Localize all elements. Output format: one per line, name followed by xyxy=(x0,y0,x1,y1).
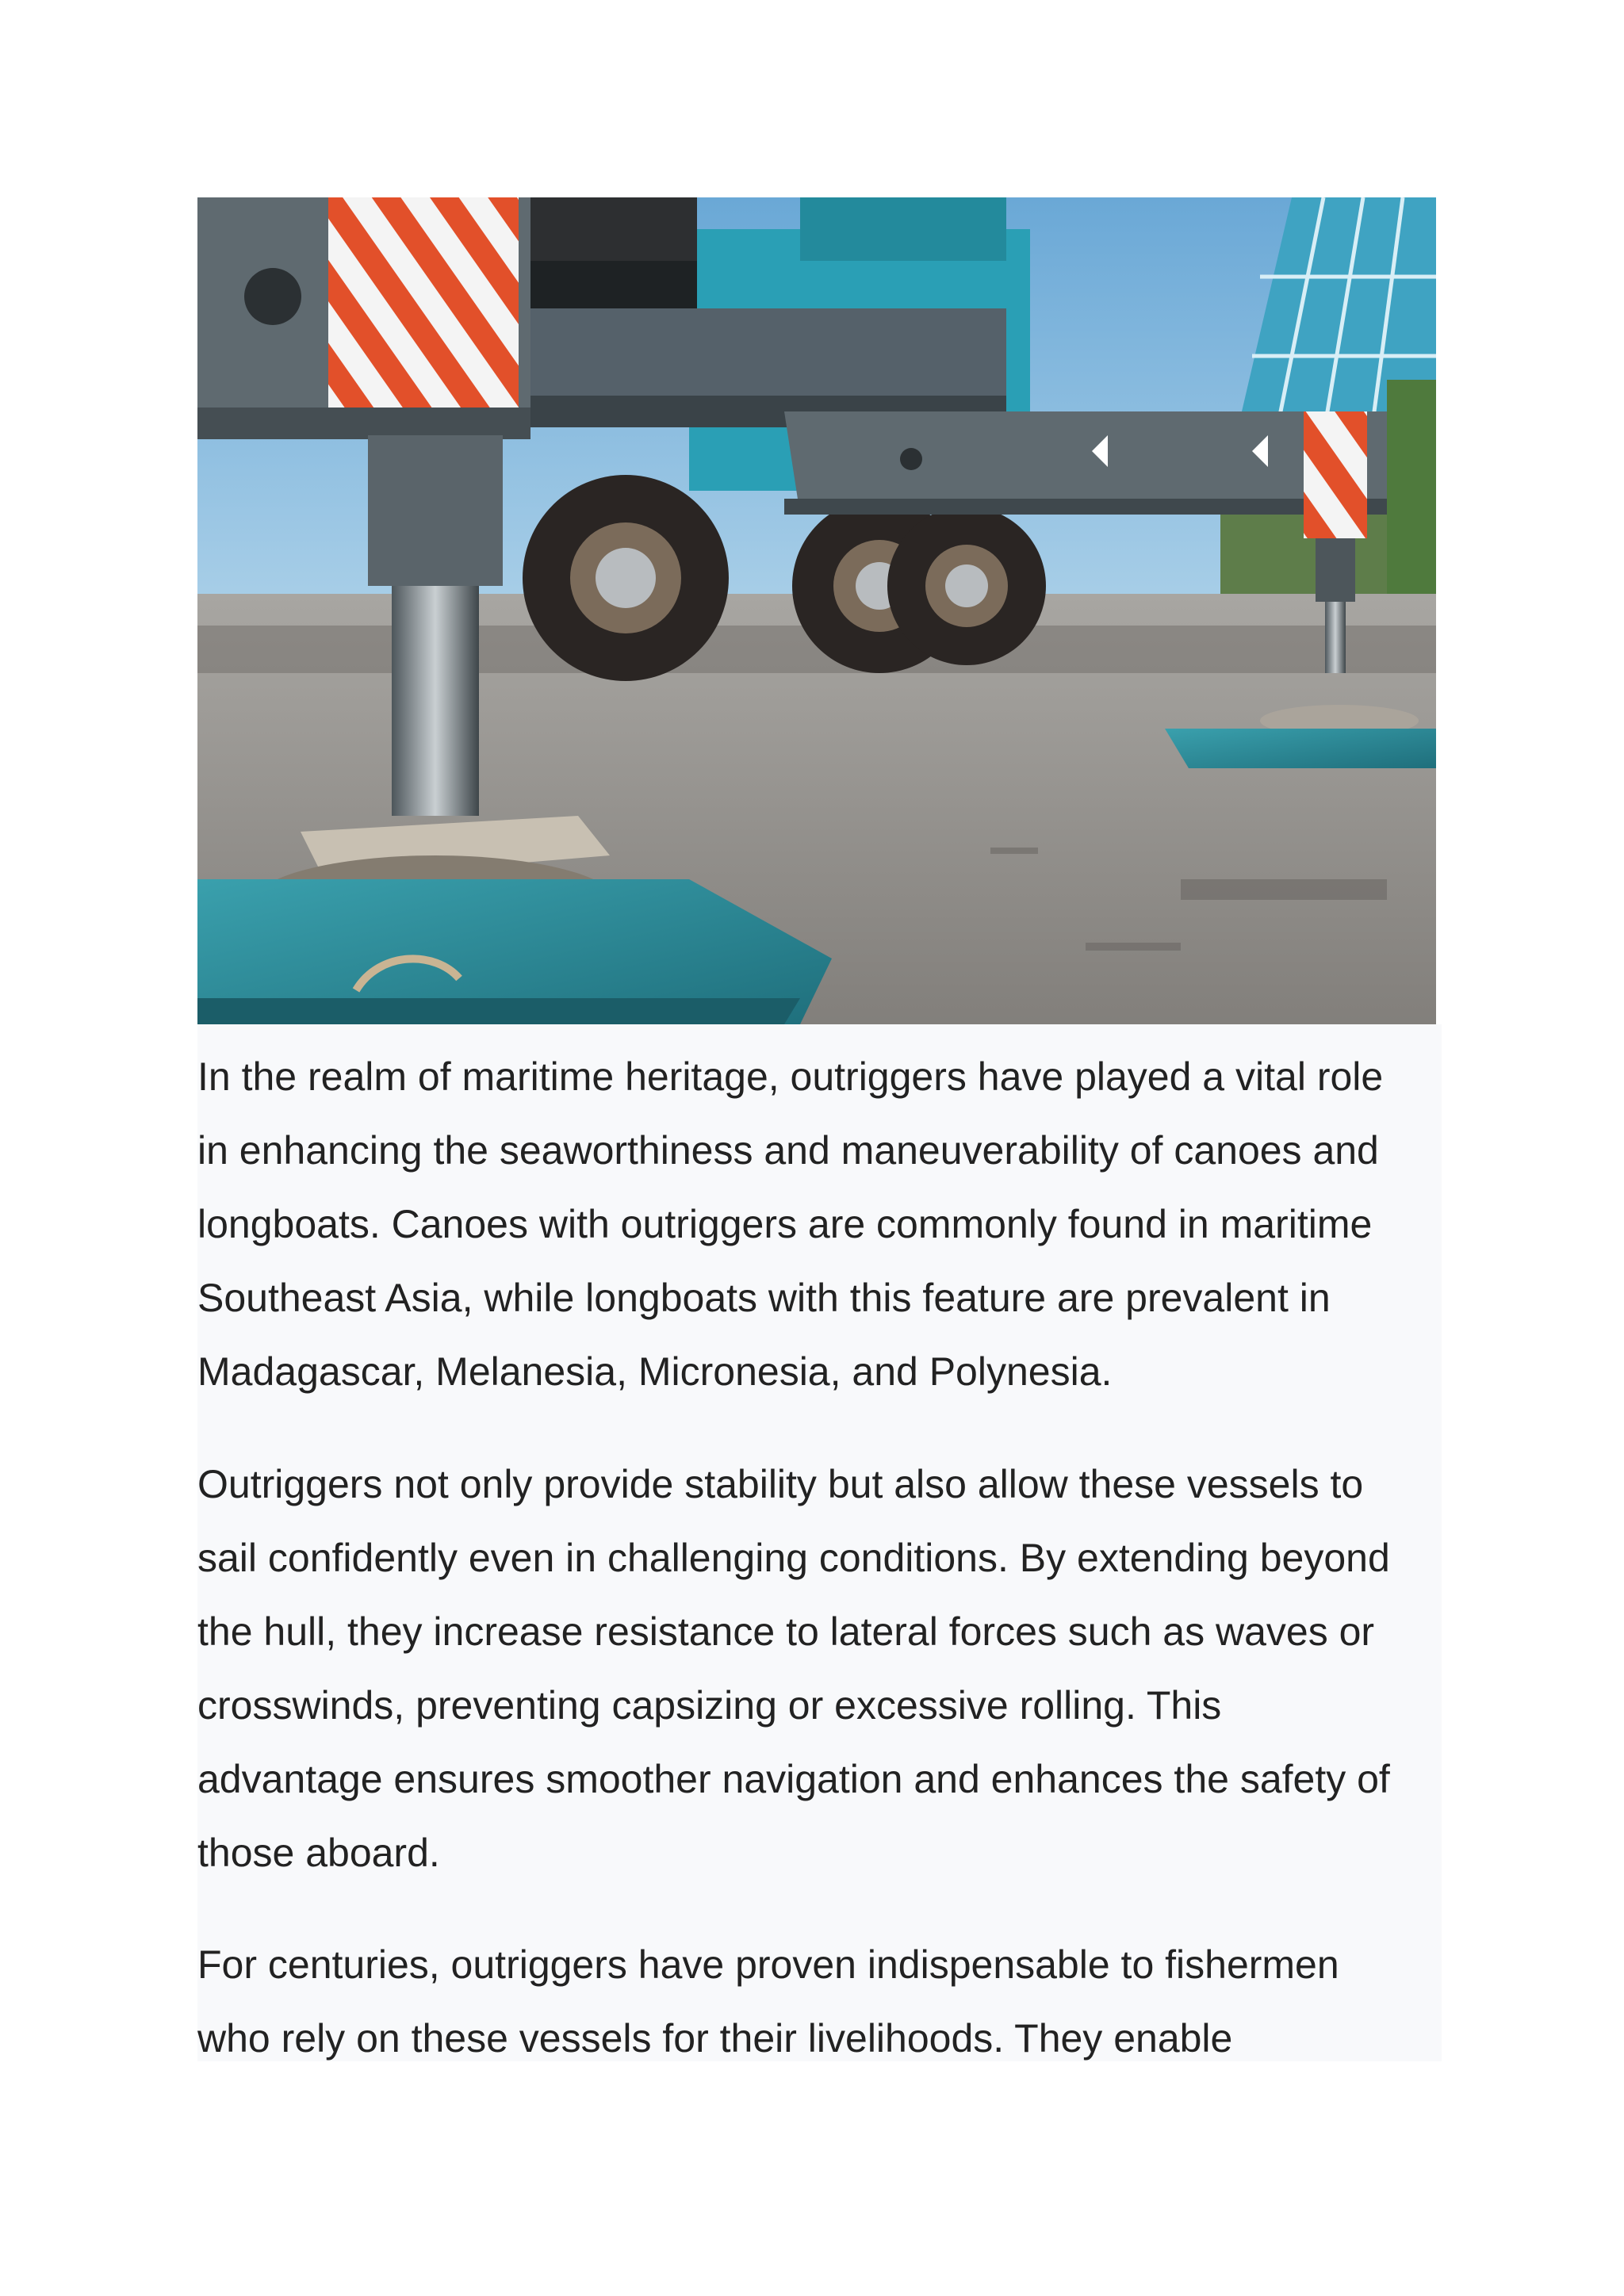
paragraph-3 xyxy=(197,1928,1442,2076)
hero-image xyxy=(197,197,1436,1024)
paragraph-line: In the realm of maritime heritage, outriggers have played a vital role xyxy=(197,1054,1384,1099)
paragraph-line: longboats. Canoes with outriggers are commonly found in maritime xyxy=(197,1202,1373,1246)
paragraph-line: in enhancing the seaworthiness and maneuverability of canoes and xyxy=(197,1128,1379,1173)
article-body xyxy=(197,1024,1442,2061)
paragraph-line: Outriggers not only provide stability but also allow these vessels to xyxy=(197,1462,1364,1506)
paragraph-line: crosswinds, preventing capsizing or excessive rolling. This xyxy=(197,1683,1222,1728)
paragraph-line: Southeast Asia, while longboats with this feature are prevalent in xyxy=(197,1276,1331,1320)
crane-outrigger-photo xyxy=(197,197,1436,1024)
paragraph-line: who rely on these vessels for their livelihoods. They enable xyxy=(197,2016,1233,2061)
paragraph-2 xyxy=(197,1448,1442,1890)
paragraph-line: those aboard. xyxy=(197,1831,440,1875)
paragraph-line: advantage ensures smoother navigation and enhances the safety of xyxy=(197,1757,1390,1801)
paragraph-line: sail confidently even in challenging conditions. By extending beyond xyxy=(197,1536,1390,1580)
paragraph-line: For centuries, outriggers have proven indispensable to fishermen xyxy=(197,1942,1339,1987)
paragraph-line: the hull, they increase resistance to lateral forces such as waves or xyxy=(197,1609,1375,1654)
paragraph-line: Madagascar, Melanesia, Micronesia, and Polynesia. xyxy=(197,1349,1113,1394)
paragraph-1 xyxy=(197,1040,1442,1409)
